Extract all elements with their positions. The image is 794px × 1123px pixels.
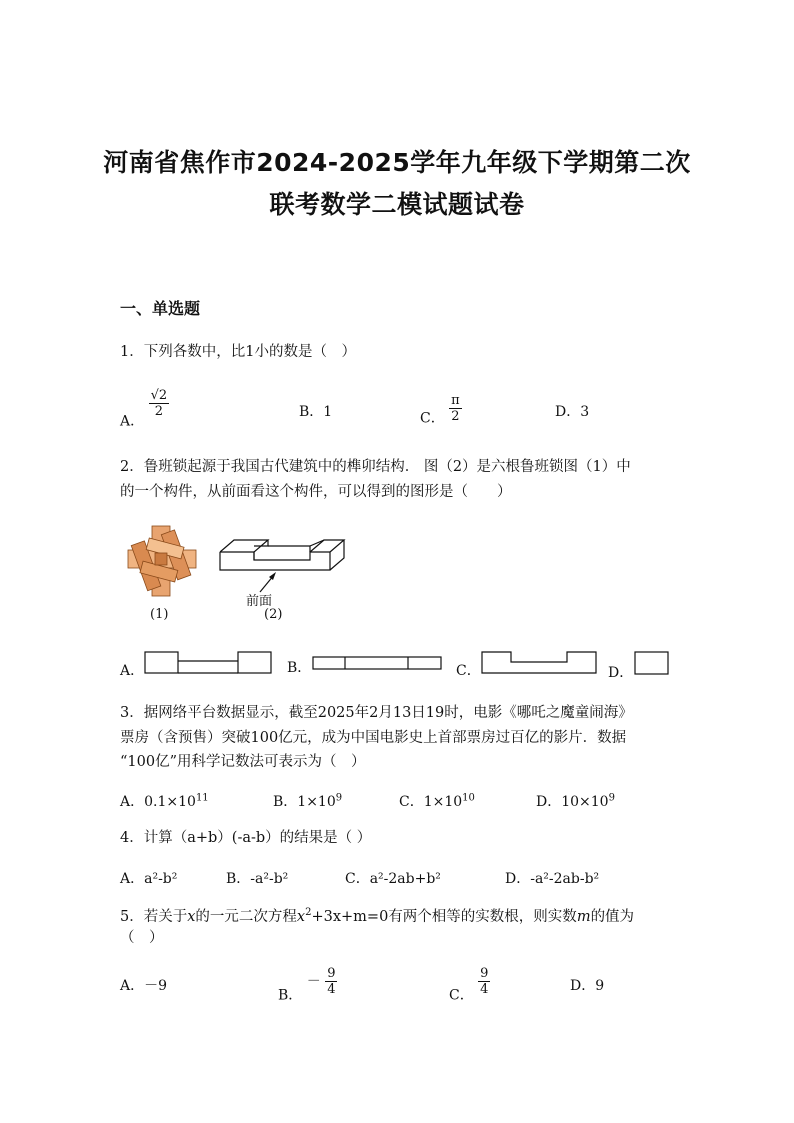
luban-lock-image bbox=[124, 522, 200, 602]
option-label: A． bbox=[120, 794, 145, 810]
fraction bbox=[325, 966, 337, 997]
question-4-option-c[interactable]: C．a²-2ab+b² bbox=[345, 871, 441, 887]
equation: x bbox=[296, 908, 306, 925]
question-5-option-a[interactable]: A．－9 bbox=[120, 978, 168, 994]
option-value: 1×10 bbox=[423, 794, 463, 810]
fraction bbox=[478, 966, 490, 997]
denominator: 4 bbox=[327, 982, 336, 997]
question-3-option-d[interactable] bbox=[536, 791, 615, 811]
question-5-option-c[interactable] bbox=[449, 966, 490, 1005]
text: 的值为 bbox=[590, 908, 635, 925]
option-value: 1×10 bbox=[297, 794, 336, 810]
option-d-shape[interactable] bbox=[634, 651, 669, 675]
exponent: 11 bbox=[195, 792, 209, 804]
question-4-option-a[interactable]: A．a²-b² bbox=[120, 871, 178, 887]
question-2-option-a-label[interactable]: A． bbox=[120, 663, 145, 679]
exponent: 2 bbox=[305, 907, 312, 918]
figure-2-caption: (2) bbox=[264, 607, 283, 622]
option-c-shape[interactable] bbox=[481, 651, 598, 675]
text: 有两个相等的实数根，则实数 bbox=[388, 908, 577, 925]
variable-x: x bbox=[187, 908, 196, 925]
option-label: C． bbox=[449, 987, 474, 1004]
variable-m: m bbox=[576, 908, 591, 925]
denominator: 2 bbox=[154, 404, 163, 419]
question-3-option-b[interactable] bbox=[273, 791, 342, 811]
option-b-shape[interactable] bbox=[312, 656, 442, 671]
option-label: C． bbox=[420, 410, 445, 427]
front-label: 前面 bbox=[246, 594, 273, 609]
question-1-option-d[interactable]: D．3 bbox=[555, 404, 590, 420]
fraction-pi-over-2 bbox=[449, 393, 462, 424]
numerator: π bbox=[451, 393, 460, 408]
question-1-option-b[interactable]: B．1 bbox=[299, 404, 333, 420]
question-1-option-c[interactable] bbox=[420, 393, 462, 428]
option-label: A． bbox=[120, 413, 145, 430]
sign: － bbox=[306, 973, 321, 990]
option-value: 10×10 bbox=[561, 794, 609, 810]
option-label: C． bbox=[399, 794, 424, 810]
question-4-option-d[interactable]: D．-a²-2ab-b² bbox=[505, 871, 600, 887]
numerator: √2 bbox=[150, 388, 168, 403]
question-2-option-d-label[interactable]: D． bbox=[608, 665, 634, 681]
denominator: 2 bbox=[451, 409, 460, 424]
question-2-line2: 的一个构件，从前面看这个构件，可以得到的图形是（ ） bbox=[120, 484, 512, 500]
question-1-stem: 1．下列各数中，比1小的数是（ ） bbox=[120, 344, 356, 360]
question-5-line2: （ ） bbox=[120, 930, 164, 946]
question-5-option-b[interactable] bbox=[278, 966, 337, 1005]
component-drawing bbox=[218, 532, 346, 574]
numerator: 9 bbox=[480, 966, 489, 981]
question-5-option-d[interactable]: D．9 bbox=[570, 978, 605, 994]
question-3-option-c[interactable] bbox=[399, 791, 475, 811]
exponent: 10 bbox=[462, 792, 475, 804]
question-1-option-a[interactable] bbox=[120, 388, 169, 431]
option-a-shape[interactable] bbox=[144, 651, 272, 675]
fraction-sqrt2-over-2 bbox=[149, 388, 170, 419]
denominator: 4 bbox=[480, 982, 489, 997]
question-3-line3: “100亿”用科学记数法可表示为（ ） bbox=[120, 754, 366, 770]
page-title-line2: 联考数学二模试题试卷 bbox=[269, 190, 525, 219]
equation: +3x+m=0 bbox=[311, 908, 389, 925]
question-2-option-c-label[interactable]: C． bbox=[456, 663, 481, 679]
option-label: B． bbox=[273, 794, 298, 810]
question-2-line1: 2．鲁班锁起源于我国古代建筑中的榫卯结构． 图（2）是六根鲁班锁图（1）中 bbox=[120, 459, 631, 475]
question-3-option-a[interactable] bbox=[120, 791, 209, 811]
question-2-option-b-label[interactable]: B． bbox=[287, 660, 312, 676]
option-value: 0.1×10 bbox=[144, 794, 196, 810]
question-3-line2: 票房（含预售）突破100亿元，成为中国电影史上首部票房过百亿的影片．数据 bbox=[120, 730, 627, 746]
text: 的一元二次方程 bbox=[195, 908, 297, 925]
question-4-stem: 4．计算（a+b）(-a-b）的结果是（ ） bbox=[120, 830, 372, 846]
question-3-line1: 3．据网络平台数据显示，截至2025年2月13日19时，电影《哪吒之魔童闹海》 bbox=[120, 705, 633, 721]
question-4-option-b[interactable]: B．-a²-b² bbox=[226, 871, 289, 887]
option-label: D． bbox=[536, 794, 562, 810]
numerator: 9 bbox=[327, 966, 336, 981]
exponent: 9 bbox=[335, 792, 343, 804]
question-5-line1 bbox=[120, 901, 634, 929]
page-title-line1: 河南省焦作市2024-2025学年九年级下学期第二次 bbox=[103, 148, 691, 177]
section-heading: 一、单选题 bbox=[120, 299, 201, 318]
exponent: 9 bbox=[608, 792, 615, 804]
figure-1-caption: (1) bbox=[150, 607, 169, 622]
option-label: B． bbox=[278, 987, 303, 1004]
text: 5．若关于 bbox=[120, 908, 188, 925]
